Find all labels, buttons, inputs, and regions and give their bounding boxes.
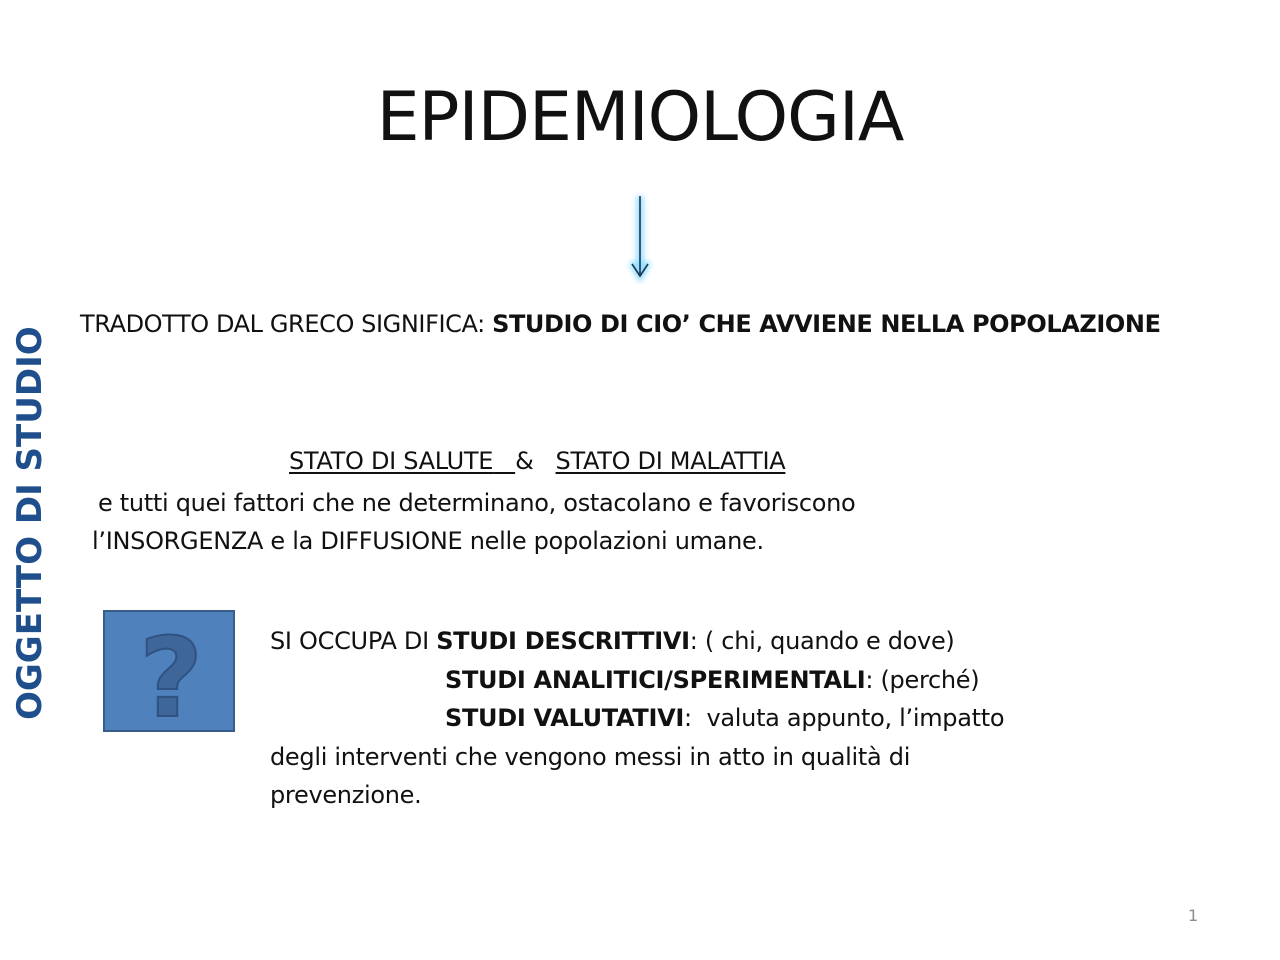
- studi-descrittivi: STUDI DESCRITTIVI: [436, 627, 690, 655]
- side-label-oggetto: OGGETTO DI STUDIO: [10, 326, 50, 720]
- fattori-text: [92, 484, 855, 560]
- translation-line: [80, 310, 1161, 338]
- studi-descrittivi-row: [270, 622, 1004, 661]
- studi-analitici-row: [270, 661, 1004, 700]
- question-box: [103, 610, 235, 732]
- stato-line: [289, 447, 785, 475]
- stato-salute: STATO DI SALUTE: [289, 447, 494, 475]
- ampersand: &: [515, 447, 534, 475]
- studi-descrittivi-rest: : ( chi, quando e dove): [689, 627, 955, 655]
- studi-valutativi-row: [270, 699, 1004, 738]
- studi-analitici: STUDI ANALITICI/SPERIMENTALI: [445, 665, 866, 694]
- arrow-down-icon: [620, 190, 660, 285]
- studi-valutativi: STUDI VALUTATIVI: [445, 704, 685, 732]
- page-number: 1: [1188, 906, 1199, 925]
- studi-valutativi-rest: : valuta appunto, l’impatto: [684, 704, 1005, 732]
- studi-line-4: degli interventi che vengono messi in atto in qualità di: [270, 742, 911, 771]
- translation-bold: STUDIO DI CIO’ CHE AVVIENE NELLA POPOLAZIONE: [492, 310, 1161, 338]
- fattori-line-2: l’INSORGENZA e la DIFFUSIONE nelle popolazioni umane.: [92, 527, 764, 555]
- fattori-line-1: e tutti quei fattori che ne determinano, ostacolano e favoriscono: [98, 489, 856, 517]
- translation-prefix: TRADOTTO DAL GRECO SIGNIFICA:: [80, 310, 493, 338]
- studi-line-5: prevenzione.: [270, 781, 422, 809]
- studi-prefix: SI OCCUPA DI: [270, 627, 437, 655]
- question-mark-icon: [105, 612, 233, 730]
- slide-title: EPIDEMIOLOGIA: [376, 78, 904, 157]
- stato-malattia: STATO DI MALATTIA: [555, 447, 786, 475]
- svg-text:?: ?: [139, 614, 203, 730]
- studi-block: [270, 622, 1004, 815]
- studi-analitici-rest: : (perché): [865, 665, 980, 694]
